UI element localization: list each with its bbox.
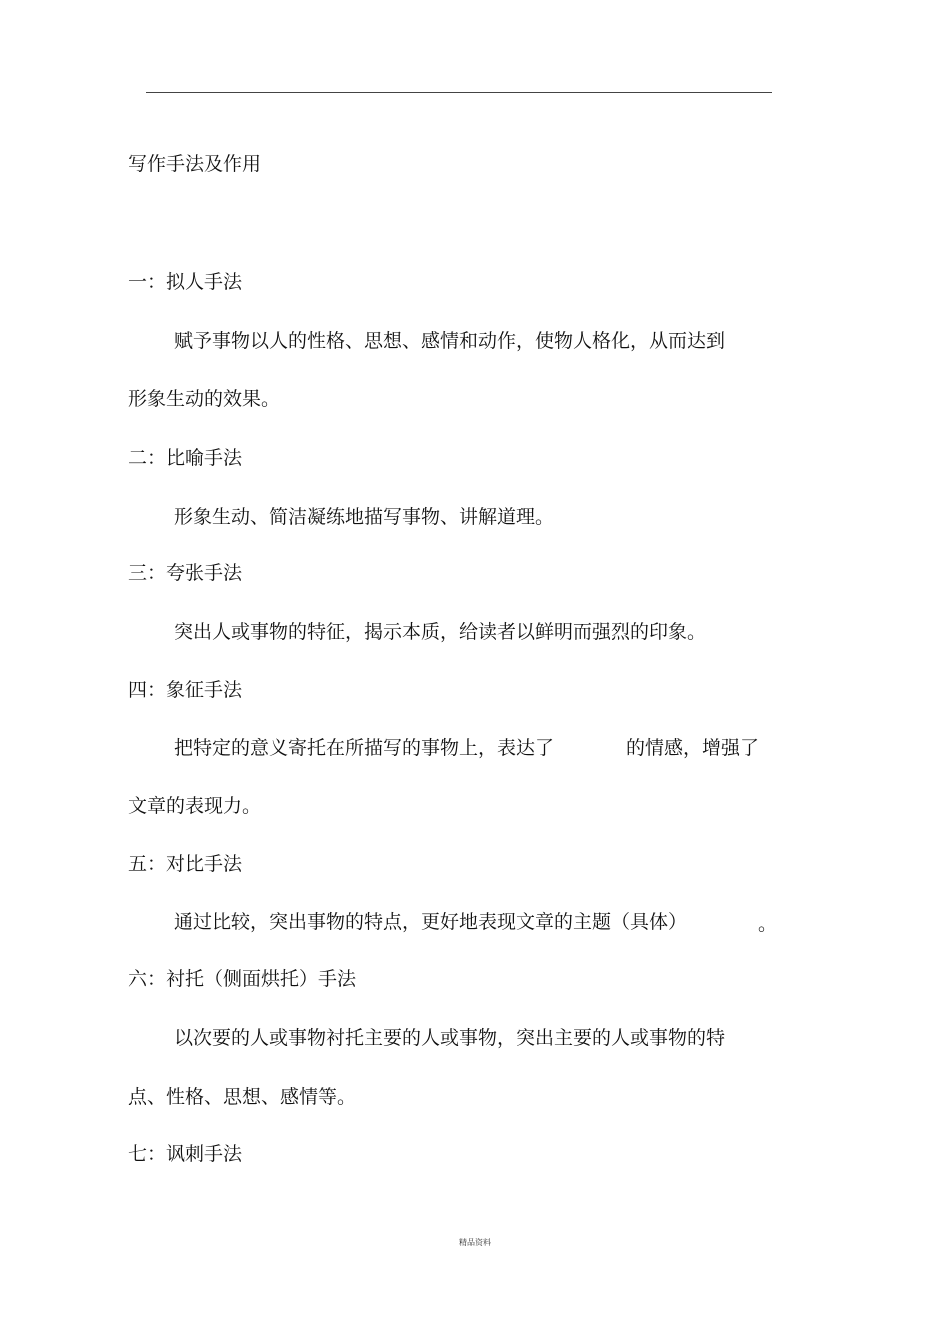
section-text-line: 突出人或事物的特征，揭示本质，给读者以鲜明而强烈的印象。 [174,621,707,643]
section-text-line: 以次要的人或事物衬托主要的人或事物，突出主要的人或事物的特 [174,1027,726,1049]
section-text-line: 点、性格、思想、感情等。 [128,1086,357,1108]
document-title: 写作手法及作用 [128,153,262,175]
section-heading-personification: 一：拟人手法 [128,271,243,293]
section-text-line: 形象生动的效果。 [128,388,281,410]
section-text-line: 形象生动、简洁凝练地描写事物、讲解道理。 [174,506,555,528]
page-footer: 精品资料 [459,1238,491,1247]
section-heading-foil: 六：衬托（侧面烘托）手法 [128,968,357,990]
header-rule [146,92,772,93]
section-text-line: 。 [758,913,778,935]
section-heading-satire: 七：讽刺手法 [128,1143,243,1165]
section-heading-contrast: 五：对比手法 [128,853,243,875]
section-heading-metaphor: 二：比喻手法 [128,447,243,469]
section-text-line: 赋予事物以人的性格、思想、感情和动作，使物人格化，从而达到 [174,330,726,352]
section-heading-symbolism: 四：象征手法 [128,679,243,701]
section-text-line: 文章的表现力。 [128,795,262,817]
section-text-line: 的情感，增强了 [626,737,760,759]
section-heading-exaggeration: 三：夸张手法 [128,562,243,584]
section-text-line: 通过比较，突出事物的特点，更好地表现文章的主题（具体） [174,911,688,933]
section-text-line: 把特定的意义寄托在所描写的事物上，表达了 [174,737,555,759]
